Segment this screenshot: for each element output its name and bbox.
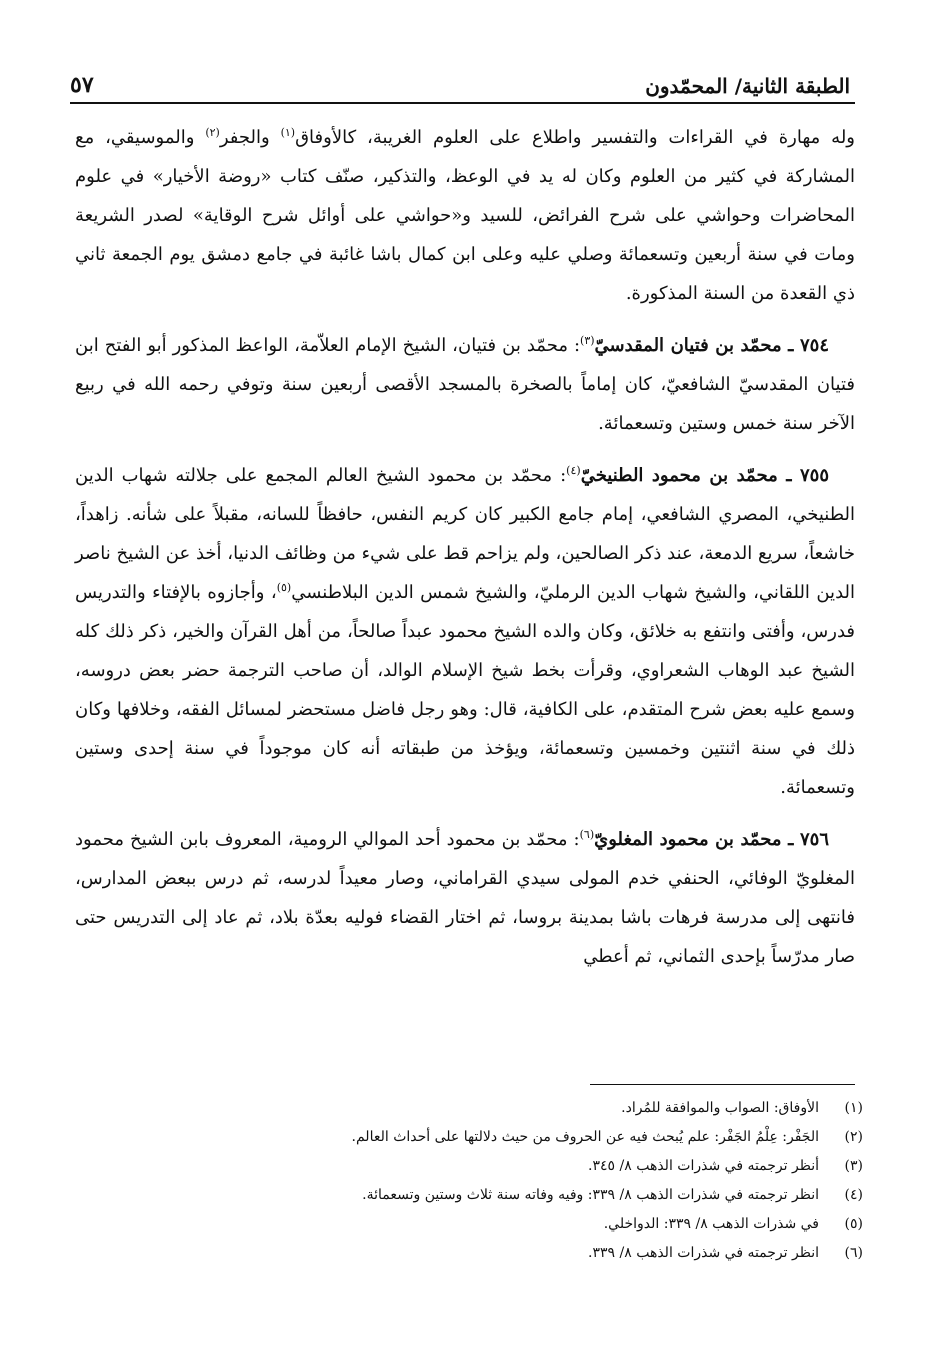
page-number: ٥٧ xyxy=(70,72,94,98)
footnote-number: (١) xyxy=(844,1100,863,1116)
entry-heading: ٧٥٤ ـ محمّد بن فتيان المقدسيّ xyxy=(594,335,829,356)
footnote-number: (٤) xyxy=(844,1187,863,1203)
entry-text: ، وأجازوه بالإفتاء والتدريس فدرس، وأفتى وانتفع به خلائق، وكان والده الشيخ محمود عبداً صالحاً، من أهل القرآن والخير، ذكر ذلك كله الشيخ عبد الوهاب الشعراوي، وقرأت بخط شيخ الإسلام الوالد، أن صاحب الترجمة حضر بعض دروسه، وسمع عليه بعض شرح المتقدم، على الكافية، قال: وهو رجل فاضل مستحضر لمسائل الفقه، وخلافها وكان ذلك في سنة اثنتين وخمسين وتسعمائة، ويؤخذ من طبقاته أنه كان موجوداً في سنة إحدى وستين وتسعمائة. xyxy=(75,582,856,798)
footnote-3 xyxy=(240,1152,863,1181)
footnote-text: انظر ترجمته في شذرات الذهب ٨/ ٣٣٩. xyxy=(588,1245,819,1261)
entry-text: : محمّد بن فتيان، الشيخ الإمام العلاّمة، الواعظ المذكور أبو الفتح ابن فتيان المقدسيّ الشافعيّ، كان إماماً بالصخرة بالمسجد الأقصى أربعين سنة وتوفي رحمه الله في ربيع الآخر سنة خمس وستين وتسعمائة. xyxy=(75,335,855,434)
header-rule xyxy=(70,102,855,104)
paragraph-text: والموسيقي، مع المشاركة في كثير من العلوم وكان له يد في الوعظ، والتذكير، صنّف كتاب «روضة الأخيار» في علوم المحاضرات وحواشي على شرح الفرائض، للسيد و«حواشي على أوائل شرح الوقاية» لصدر الشريعة ومات في سنة أربعين وتسعمائة وصلي عليه وعلى ابن كمال باشا غائبة في جامع دمشق يوم الجمعة ثاني ذي القعدة من السنة المذكورة. xyxy=(75,127,855,304)
entry-heading: ٧٥٦ ـ محمّد بن محمود المغلويّ xyxy=(594,829,829,850)
paragraph-continued xyxy=(75,118,855,313)
paragraph-text: وله مهارة في القراءات والتفسير واطلاع على العلوم الغريبة، كالأوفاق xyxy=(295,127,856,148)
footnote-2 xyxy=(240,1123,863,1152)
footnote-text: الأوفاق: الصواب والموافقة للمُراد. xyxy=(621,1100,819,1116)
main-text xyxy=(75,118,855,989)
footnote-number: (٦) xyxy=(844,1245,863,1261)
entry-text: : محمّد بن محمود الشيخ العالم المجمع على جلالته شهاب الدين الطنيخي، المصري الشافعي، إمام جامع الكبير كان كريم النفس، حافظاً للسانه، مقبلاً على شأنه. زاهداً، خاشعاً، سريع الدمعة، عند ذكر الصالحين، ولم يزاحم قط على شيء من وظائف الدنيا، أخذ عن الشيخ ناصر الدين اللقاني، والشيخ شهاب الدين الرمليّ، والشيخ شمس الدين البلاطنسي xyxy=(75,465,856,603)
footnote-4 xyxy=(240,1181,863,1210)
entry-text: : محمّد بن محمود أحد الموالي الرومية، المعروف بابن الشيخ محمود المغلويّ الوفائي، الحنفي خدم المولى سيدي القراماني، وصار معيداً لدرسه، ثم درس ببعض المدارس، فانتهى إلى مدرسة فرهات باشا بمدينة بروسا، ثم اختار القضاء فوليه بعدّة بلاد، ثم عاد إلى التدريس حتى صار مدرّساً بإحدى الثماني، ثم أعطي xyxy=(75,829,855,967)
footnote-ref: (٢) xyxy=(205,126,220,139)
footnotes xyxy=(240,1094,863,1268)
footnote-number: (٥) xyxy=(844,1216,863,1232)
footnote-text: انظر ترجمته في شذرات الذهب ٨/ ٣٣٩: وفيه وفاته سنة ثلاث وستين وتسعمائة. xyxy=(362,1187,819,1203)
footnote-number: (٣) xyxy=(844,1158,863,1174)
footnote-ref: (٥) xyxy=(276,581,292,594)
biography-entry-756 xyxy=(75,820,855,976)
page-header xyxy=(70,62,850,98)
footnote-text: في شذرات الذهب ٨/ ٣٣٩: الدواخلي. xyxy=(603,1216,819,1232)
footnote-text: الجَفْر: عِلْمُ الجَفْر: علم يُبحث فيه عن الحروف من حيث دلالتها على أحداث العالم. xyxy=(351,1129,819,1145)
paragraph-text: والجفر xyxy=(219,127,281,148)
footnote-ref: (٤) xyxy=(566,464,581,477)
footnote-5 xyxy=(240,1210,863,1239)
biography-entry-754 xyxy=(75,326,855,443)
entry-heading: ٧٥٥ ـ محمّد بن محمود الطنيخيّ xyxy=(580,465,829,486)
footnote-ref: (٦) xyxy=(579,828,595,841)
footnote-1 xyxy=(240,1094,863,1123)
footnote-text: أنظر ترجمته في شذرات الذهب ٨/ ٣٤٥. xyxy=(588,1158,819,1174)
footnote-ref: (١) xyxy=(280,126,296,139)
footnote-ref: (٣) xyxy=(580,334,595,347)
footnote-rule xyxy=(590,1084,855,1085)
running-title: الطبقة الثانية/ المحمّدون xyxy=(645,74,850,98)
footnote-6 xyxy=(240,1239,863,1268)
footnote-number: (٢) xyxy=(844,1129,863,1145)
biography-entry-755 xyxy=(75,456,855,807)
